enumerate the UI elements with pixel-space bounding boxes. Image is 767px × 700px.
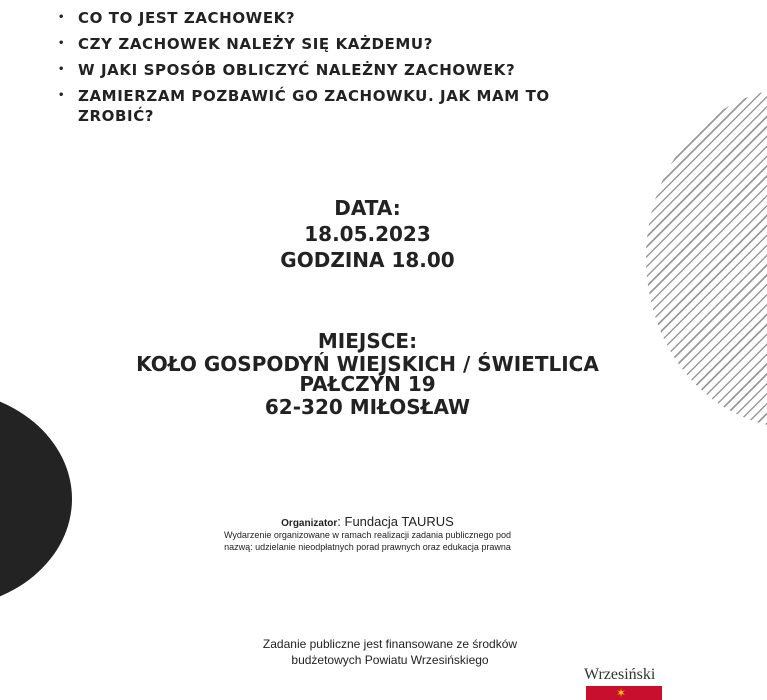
organizer-line <box>0 514 735 529</box>
bullet-icon: • <box>58 38 65 49</box>
question-text: ZAMIERZAM POZBAWIĆ GO ZACHOWKU. JAK MAM TO ZROBIĆ? <box>78 87 550 125</box>
organizer-note-2: nazwą: udzielanie nieodpłatnych porad prawnych oraz edukacja prawna <box>224 542 511 552</box>
place-block <box>0 328 735 420</box>
questions-list <box>58 8 618 132</box>
place-line-2: PAŁCZYN 19 <box>299 372 436 396</box>
date-block <box>0 195 735 273</box>
question-text: CO TO JEST ZACHOWEK? <box>78 9 296 27</box>
event-date: 18.05.2023 <box>304 222 431 246</box>
funding-line-2: budżetowych Powiatu Wrzesińskiego <box>291 653 489 667</box>
place-line-3: 62-320 MIŁOSŁAW <box>264 395 471 419</box>
bullet-icon: • <box>58 12 65 23</box>
place-label: MIEJSCE: <box>317 329 418 353</box>
organizer-name: : Fundacja TAURUS <box>337 514 454 529</box>
question-text: W JAKI SPOSÓB OBLICZYĆ NALEŻNY ZACHOWEK? <box>78 61 516 79</box>
list-item <box>58 8 618 28</box>
list-item <box>58 34 618 54</box>
star-icon: ✶ <box>616 686 627 700</box>
bullet-icon: • <box>58 64 65 75</box>
bullet-icon: • <box>58 90 65 101</box>
organizer-block <box>0 514 735 553</box>
logo-text: Wrzesiński <box>584 666 656 683</box>
county-logo <box>578 664 668 700</box>
list-item <box>58 86 618 126</box>
place-line-1: KOŁO GOSPODYŃ WIEJSKICH / ŚWIETLICA <box>136 352 599 376</box>
event-time: GODZINA 18.00 <box>280 248 455 272</box>
date-label: DATA: <box>334 196 401 220</box>
organizer-note-1: Wydarzenie organizowane w ramach realizacji zadania publicznego pod <box>223 530 512 540</box>
funding-line-1: Zadanie publiczne jest finansowane ze środków <box>262 637 518 651</box>
black-circle-decoration <box>0 390 72 608</box>
question-text: CZY ZACHOWEK NALEŻY SIĘ KAŻDEMU? <box>78 35 434 53</box>
organizer-label: Organizator <box>281 518 338 529</box>
list-item <box>58 60 618 80</box>
